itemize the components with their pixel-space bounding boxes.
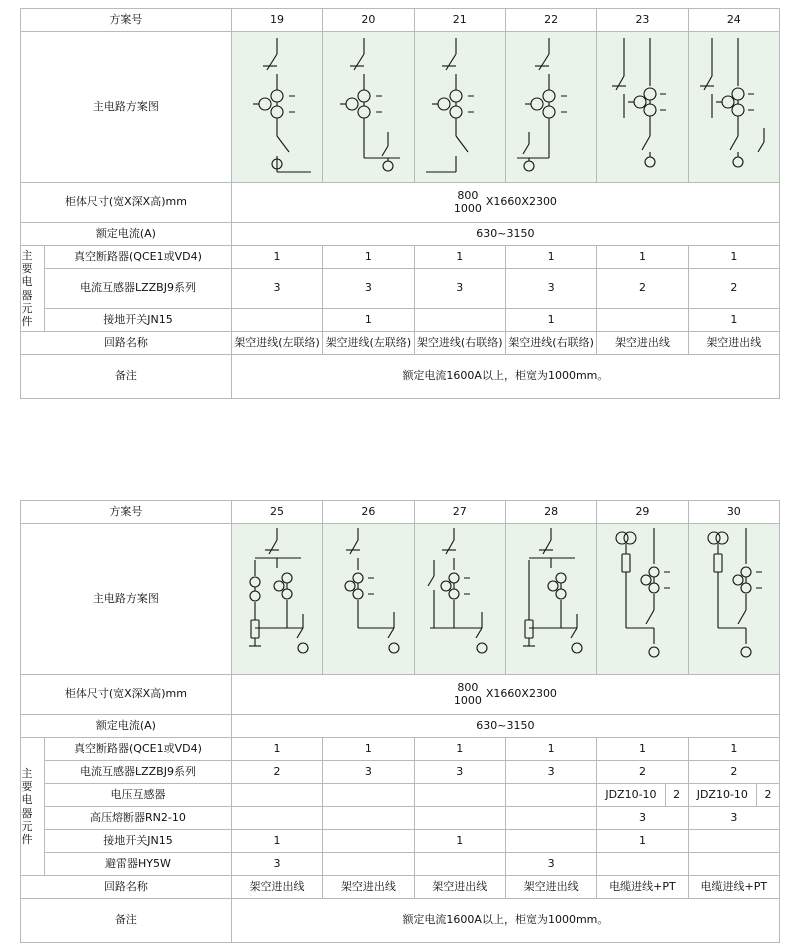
row-label-earth-switch: 接地开关JN15 [45, 830, 232, 853]
circuit-diagram-24 [688, 32, 779, 183]
table-row [21, 675, 780, 715]
rated-current-value: 630~3150 [231, 715, 779, 738]
cabinet-width-top: 800 [457, 189, 479, 203]
pt-cell [505, 784, 596, 807]
scheme-number-cell: 20 [323, 9, 414, 32]
loop-name-cell: 架空进出线 [505, 876, 596, 899]
remark-value: 额定电流1600A以上，柜宽为1000mm。 [231, 899, 779, 943]
scheme-number-cell: 22 [505, 9, 596, 32]
circuit-diagram-21 [414, 32, 505, 183]
arrester-qty [323, 853, 414, 876]
pt-model: JDZ10-10 [689, 784, 757, 806]
loop-name-cell: 架空进线(左联络) [323, 332, 414, 355]
ct-qty: 3 [414, 269, 505, 309]
cabinet-size-value [231, 183, 779, 223]
loop-name-cell: 电缆进线+PT [597, 876, 688, 899]
ct-qty: 2 [597, 269, 688, 309]
vcb-qty: 1 [323, 246, 414, 269]
cabinet-width-bottom: 1000 [453, 201, 482, 215]
vcb-qty: 1 [231, 246, 322, 269]
scheme-number-cell: 28 [505, 501, 596, 524]
circuit-diagram-26 [323, 524, 414, 675]
fuse-qty [231, 807, 322, 830]
loop-name-cell: 架空进线(右联络) [414, 332, 505, 355]
table-row [21, 853, 780, 876]
circuit-diagram-23 [597, 32, 688, 183]
row-label-main-circuit: 主电路方案图 [21, 524, 232, 675]
ct-qty: 3 [505, 761, 596, 784]
earth-switch-qty [505, 830, 596, 853]
row-label-components-group: 主要电器元件 [21, 246, 45, 332]
arrester-qty: 3 [505, 853, 596, 876]
vcb-qty: 1 [231, 738, 322, 761]
earth-switch-qty: 1 [231, 830, 322, 853]
table-row [21, 501, 780, 524]
table-row [21, 899, 780, 943]
circuit-diagram-20 [323, 32, 414, 183]
scheme-number-cell: 27 [414, 501, 505, 524]
cabinet-width-bottom: 1000 [453, 693, 482, 707]
scheme-number-cell: 24 [688, 9, 779, 32]
row-label-remark: 备注 [21, 355, 232, 399]
row-label-cabinet-size: 柜体尺寸(宽X深X高)mm [21, 675, 232, 715]
cabinet-width-top: 800 [457, 681, 479, 695]
row-label-rated-current: 额定电流(A) [21, 715, 232, 738]
spec-table-2-wrapper [20, 500, 780, 943]
scheme-number-cell: 19 [231, 9, 322, 32]
spec-table-2 [20, 500, 780, 943]
vcb-qty: 1 [597, 246, 688, 269]
pt-qty: 2 [673, 787, 681, 801]
table-row [21, 738, 780, 761]
arrester-qty [597, 853, 688, 876]
spec-table-1-wrapper [20, 8, 780, 399]
fuse-qty [323, 807, 414, 830]
cabinet-size-rest: X1660X2300 [485, 195, 557, 209]
loop-name-cell: 电缆进线+PT [688, 876, 779, 899]
loop-name-cell: 架空进出线 [597, 332, 688, 355]
earth-switch-qty [323, 830, 414, 853]
table-row [21, 269, 780, 309]
scheme-number-cell: 21 [414, 9, 505, 32]
earth-switch-qty: 1 [505, 309, 596, 332]
ct-qty: 3 [414, 761, 505, 784]
circuit-diagram-28 [505, 524, 596, 675]
circuit-diagram-29 [597, 524, 688, 675]
pt-cell [323, 784, 414, 807]
circuit-diagram-27 [414, 524, 505, 675]
pt-cell-with-qty [597, 784, 688, 807]
pt-model: JDZ10-10 [597, 784, 665, 806]
row-label-ct: 电流互感器LZZBJ9系列 [45, 761, 232, 784]
table-row [21, 355, 780, 399]
vcb-qty: 1 [505, 246, 596, 269]
circuit-diagram-25 [231, 524, 322, 675]
row-label-ct: 电流互感器LZZBJ9系列 [45, 269, 232, 309]
table-row [21, 223, 780, 246]
row-label-cabinet-size: 柜体尺寸(宽X深X高)mm [21, 183, 232, 223]
earth-switch-qty: 1 [597, 830, 688, 853]
row-label-earth-switch: 接地开关JN15 [45, 309, 232, 332]
ct-qty: 2 [597, 761, 688, 784]
table-row [21, 32, 780, 183]
earth-switch-qty [231, 309, 322, 332]
vcb-qty: 1 [688, 246, 779, 269]
earth-switch-qty: 1 [414, 830, 505, 853]
circuit-diagram-30 [688, 524, 779, 675]
table-row [21, 830, 780, 853]
arrester-qty: 3 [231, 853, 322, 876]
row-label-components-group: 主要电器元件 [21, 738, 45, 876]
cabinet-size-rest: X1660X2300 [485, 687, 557, 701]
fuse-qty: 3 [597, 807, 688, 830]
loop-name-cell: 架空进出线 [414, 876, 505, 899]
table-row [21, 761, 780, 784]
rated-current-value: 630~3150 [231, 223, 779, 246]
row-label-main-circuit: 主电路方案图 [21, 32, 232, 183]
ct-qty: 2 [688, 761, 779, 784]
row-label-loop-name: 回路名称 [21, 876, 232, 899]
vcb-qty: 1 [505, 738, 596, 761]
table-row [21, 9, 780, 32]
ct-qty: 3 [323, 761, 414, 784]
loop-name-cell: 架空进出线 [231, 876, 322, 899]
loop-name-cell: 架空进线(右联络) [505, 332, 596, 355]
table-row [21, 332, 780, 355]
scheme-number-cell: 30 [688, 501, 779, 524]
pt-cell-with-qty [688, 784, 779, 807]
scheme-number-cell: 23 [597, 9, 688, 32]
circuit-diagram-19 [231, 32, 322, 183]
pt-qty: 2 [764, 787, 772, 801]
ct-qty: 2 [231, 761, 322, 784]
ct-qty: 2 [688, 269, 779, 309]
circuit-diagram-22 [505, 32, 596, 183]
table-row [21, 183, 780, 223]
table-row [21, 784, 780, 807]
vcb-qty: 1 [414, 738, 505, 761]
row-label-fuse: 高压熔断器RN2-10 [45, 807, 232, 830]
row-label-vcb: 真空断路器(QCE1或VD4) [45, 738, 232, 761]
spec-table-1 [20, 8, 780, 399]
fuse-qty [505, 807, 596, 830]
row-label-scheme-no: 方案号 [21, 501, 232, 524]
row-label-loop-name: 回路名称 [21, 332, 232, 355]
earth-switch-qty [414, 309, 505, 332]
loop-name-cell: 架空进线(左联络) [231, 332, 322, 355]
ct-qty: 3 [231, 269, 322, 309]
pt-cell [231, 784, 322, 807]
row-label-vcb: 真空断路器(QCE1或VD4) [45, 246, 232, 269]
cabinet-size-value [231, 675, 779, 715]
row-label-pt: 电压互感器 [45, 784, 232, 807]
pt-cell [414, 784, 505, 807]
loop-name-cell: 架空进出线 [688, 332, 779, 355]
remark-value: 额定电流1600A以上，柜宽为1000mm。 [231, 355, 779, 399]
fuse-qty [414, 807, 505, 830]
fuse-qty: 3 [688, 807, 779, 830]
scheme-number-cell: 26 [323, 501, 414, 524]
vcb-qty: 1 [323, 738, 414, 761]
loop-name-cell: 架空进出线 [323, 876, 414, 899]
earth-switch-qty [688, 830, 779, 853]
vcb-qty: 1 [688, 738, 779, 761]
table-row [21, 524, 780, 675]
arrester-qty [688, 853, 779, 876]
row-label-scheme-no: 方案号 [21, 9, 232, 32]
row-label-remark: 备注 [21, 899, 232, 943]
ct-qty: 3 [505, 269, 596, 309]
earth-switch-qty [597, 309, 688, 332]
table-row [21, 807, 780, 830]
vcb-qty: 1 [414, 246, 505, 269]
earth-switch-qty: 1 [688, 309, 779, 332]
scheme-number-cell: 25 [231, 501, 322, 524]
row-label-arrester: 避雷器HY5W [45, 853, 232, 876]
arrester-qty [414, 853, 505, 876]
table-row [21, 246, 780, 269]
row-label-rated-current: 额定电流(A) [21, 223, 232, 246]
earth-switch-qty: 1 [323, 309, 414, 332]
ct-qty: 3 [323, 269, 414, 309]
table-row [21, 715, 780, 738]
table-row [21, 309, 780, 332]
scheme-number-cell: 29 [597, 501, 688, 524]
vcb-qty: 1 [597, 738, 688, 761]
table-row [21, 876, 780, 899]
